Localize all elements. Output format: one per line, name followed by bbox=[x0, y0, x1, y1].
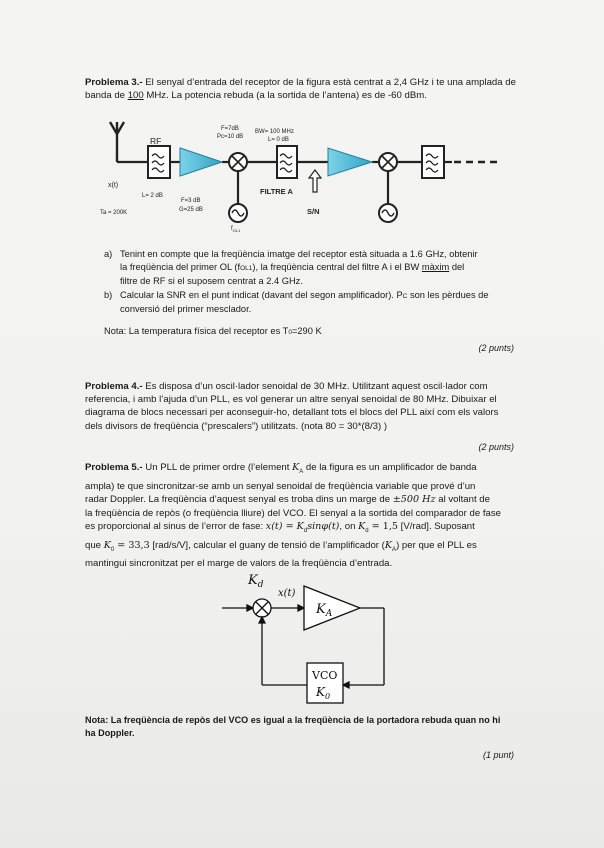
problem-3-statement: Problema 3.- El senyal d’entrada del receptor de la figura està centrat a 2,4 GHz i te una amplada de banda de 100 MHz. La potencia rebuda (a la sortida de l’antena) es de -60 dBm. bbox=[85, 77, 516, 102]
filter-a-label: FILTRE A bbox=[260, 187, 293, 196]
final-filter-icon bbox=[422, 146, 444, 178]
pll-block-diagram bbox=[222, 566, 402, 708]
kd-label: $K_d$ bbox=[248, 573, 264, 590]
mixer-1-icon bbox=[229, 153, 247, 171]
local-oscillator-1-icon bbox=[229, 204, 247, 222]
amplifier-gain: G=25 dB bbox=[179, 207, 203, 213]
amplifier-2-icon bbox=[328, 148, 372, 176]
problem-4-statement: Problema 4.- Es disposa d’un oscil·lador senoidal de 30 MHz. Utilitzant aquest oscil·lador com referencia, i amb l’ajuda d’un PLL, es vol generar un altre senyal senoidal de 80 MHz. Dibuixar el diagrama de blocs necessari per aconseguir-ho, detallant tots el blocs del PLL així com els valors dels divisors de freqüència (“prescalers”) utilitzats. (nota 80 = 30*(8/3) ) bbox=[85, 381, 499, 432]
antenna-temperature: Ta = 200K bbox=[100, 210, 128, 216]
mixer-conversion-loss: Pc=10 dB bbox=[217, 134, 244, 140]
ka-label: $K_A$ bbox=[316, 602, 333, 619]
problem-3-label: Problema 3.- bbox=[85, 77, 143, 88]
local-oscillator-2-icon bbox=[379, 204, 397, 222]
measurement-point-arrow-icon bbox=[309, 170, 321, 192]
rf-label: RF bbox=[150, 136, 162, 146]
problem-5-label: Problema 5.- bbox=[85, 462, 143, 473]
lo1-label: $f_{OL1}$ bbox=[231, 226, 241, 233]
question-3b: Calcular la SNR en el punt indicat (davant del segon amplificador). PC son les pèrdues de conversió del primer mesclador. bbox=[120, 290, 489, 314]
rf-filter-icon bbox=[148, 146, 170, 178]
problem-5-statement: Problema 5.- Un PLL de primer ordre (l’element $K_A$ de la figura es un amplificador de banda ampla) te que sincronitzar-se amb un senyal senoidal de freqüència variable que prové d’un radar Doppler. La freqüència d’aquest senyal es troba dins un marge de ±500 Hz al voltant de la freqüència de repòs (o freqüència lliure) del VCO. El senyal a la sortida del comparador de fase es proporcional al sinus de l’error de fase: $x(t) = K_d\sin\varphi(t)$, on $K_d = 1,5$ [V/rad]. Suposant que $K_0 = 33,3$ [rad/s/V], calcular el guany de tensió de l’amplificador $(K_A)$ per que el PLL es mantingui sincronitzat per el marge de valors de la freqüència d’entrada. bbox=[85, 462, 501, 570]
amplifier-1-icon bbox=[180, 148, 222, 176]
problem-5-note: Nota: La freqüència de repòs del VCO es igual a la freqüència de la portadora rebuda quan no hi ha Doppler. bbox=[85, 715, 501, 739]
question-3a: Tenint en compte que la freqüència imatge del receptor està situada a 1.6 GHz, obtenir la freqüència del primer OL (fOL1), la freqüència central del filtre A i el BW màxim del filtre de RF si el suposem centrat a 2.4 GHz. bbox=[120, 249, 478, 286]
filter-loss: L= 0 dB bbox=[268, 137, 289, 143]
mixer-2-icon bbox=[379, 153, 397, 171]
receiver-block-diagram bbox=[86, 116, 506, 236]
amplifier-noise-figure: F=3 dB bbox=[181, 198, 201, 204]
filter-a-icon bbox=[277, 146, 297, 178]
problem-5-points: (1 punt) bbox=[482, 750, 514, 760]
problem-4-points: (2 punts) bbox=[478, 442, 514, 452]
vco-label: VCO bbox=[312, 669, 338, 682]
k0-label: $K_0$ bbox=[316, 685, 331, 701]
rf-filter-loss: L= 2 dB bbox=[142, 193, 163, 199]
problem-3-points: (2 punts) bbox=[478, 343, 514, 353]
xt-label: x(t) bbox=[278, 588, 296, 599]
input-signal-label: x(t) bbox=[108, 182, 119, 189]
problem-3-note: Nota: La temperatura física del receptor es T0=290 K bbox=[104, 326, 322, 336]
amplifier-ka-icon bbox=[304, 586, 360, 630]
snr-point-label: S/N bbox=[307, 207, 320, 216]
mixer-noise-figure: F=7dB bbox=[221, 126, 239, 132]
filter-bandwidth: BW= 100 MHz bbox=[255, 129, 294, 135]
antenna-icon bbox=[110, 122, 124, 162]
question-3a-label: a) bbox=[104, 249, 113, 259]
problem-4-label: Problema 4.- bbox=[85, 381, 143, 392]
question-3b-label: b) bbox=[104, 290, 113, 300]
